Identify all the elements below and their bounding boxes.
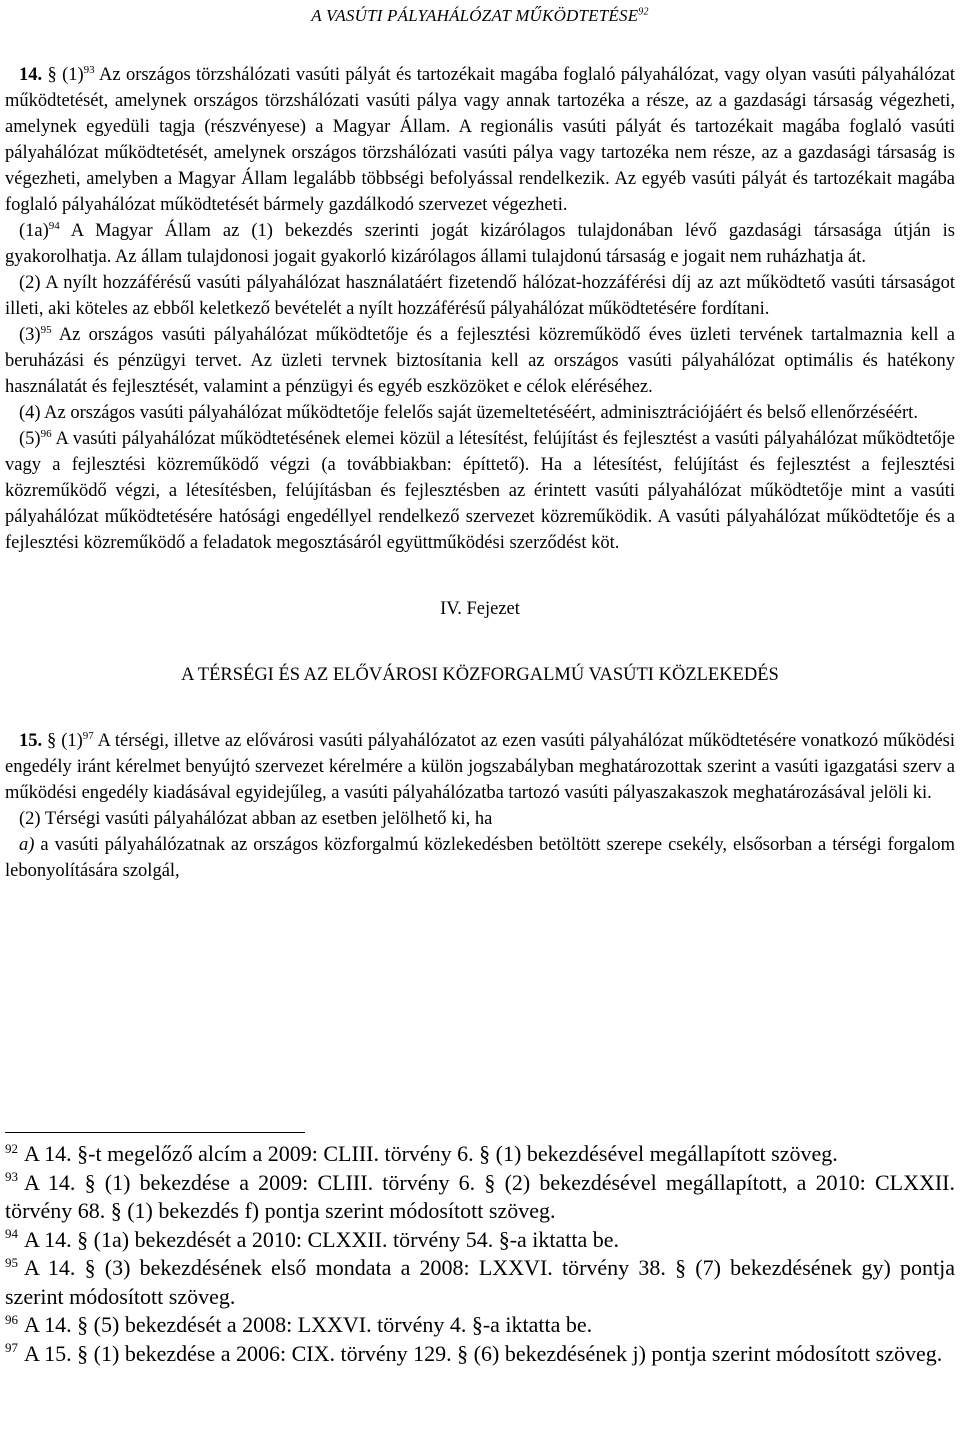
footnote-ref: 95	[40, 323, 52, 336]
point-text: a vasúti pályahálózatnak az országos közforgalmú közlekedésben betöltött szerepe csekély, elsősorban a térségi forgalom lebonyolítására szolgál,	[5, 835, 956, 881]
section-number: 14.	[19, 65, 43, 85]
footnote-ref: 96	[40, 427, 52, 440]
chapter-number: IV. Fejezet	[440, 599, 520, 619]
footnote	[5, 1340, 955, 1369]
section-15-paragraph-1	[5, 728, 955, 806]
paragraph-label: (5)	[19, 429, 41, 449]
running-header	[0, 6, 960, 26]
footnote-separator	[5, 1132, 305, 1133]
paragraph-text: A vasúti pályahálózat működtetésének elemei közül a létesítést, felújítást és fejlesztést a vasúti pályahálózat működtetője vagy a fejlesztési közreműködő végzi (a továbbiakban: építtető). Ha a létesítést, felújítást és fejlesztést a fejlesztési közreműködő végzi, a létesítésben, felújításban és fejlesztésben az érintett vasúti pályahálózat működtetője mint a vasúti pályahálózat működtetésére hatósági engedéllyel rendelkező szervezet közreműködik. A vasúti pályahálózat működtetője és a fejlesztési közreműködő a feladatok megosztásáról együttműködési szerződést köt.	[5, 429, 955, 553]
footnote-number: 96	[5, 1311, 18, 1327]
document-body	[5, 62, 955, 884]
footnote-text: A 14. § (1a) bekezdését a 2010: CLXXII. törvény 54. §-a iktatta be.	[24, 1226, 620, 1252]
section-14-paragraph-2: (2) A nyílt hozzáférésű vasúti pályahálózat használatáért fizetendő hálózat-hozzáférési díj az azt működtető vasúti társaságot illeti, aki köteles az ebből keletkező bevételét a nyílt hozzáférésű pályahálózat működtetésére fordítani.	[5, 273, 955, 319]
paragraph-label: (3)	[19, 325, 41, 345]
paragraph-label: (1a)	[19, 221, 49, 241]
footnote-number: 93	[5, 1169, 18, 1185]
section-15-paragraph-2: (2) Térségi vasúti pályahálózat abban az esetben jelölhető ki, ha	[19, 809, 493, 829]
section-15-point-a	[5, 832, 955, 884]
paragraph-text: A térségi, illetve az elővárosi vasúti pályahálózatot az ezen vasúti pályahálózat működtetésére vonatkozó működési engedély iránt kérelmet benyújtó szervezet kérelmére a külön jogszabályban meghatározottak szerint a vasúti igazgatási szerv a működési engedély kiadásával egyidejűleg, a vasúti pályahálózatba tartozó vasúti pályaszakaszok meghatározásával jelöli ki.	[5, 731, 956, 803]
paragraph-text: Az országos vasúti pályahálózat működtetője és a fejlesztési közreműködő éves üzleti tervének tartalmaznia kell a beruházási és pénzügyi tervet. Az üzleti tervnek biztosítania kell az országos vasúti pályahálózat optimális és hatékony használatát és fejlesztését, valamint a pénzügyi és egyéb eszközöket e célok eléréséhez.	[5, 325, 956, 397]
footnote-number: 94	[5, 1226, 18, 1242]
section-14-paragraph-3	[5, 322, 955, 400]
section-sign: §	[47, 731, 57, 751]
footnote-number: 95	[5, 1254, 18, 1270]
footnote-text: A 14. §-t megelőző alcím a 2009: CLIII. törvény 6. § (1) bekezdésével megállapított szöveg.	[24, 1141, 838, 1166]
section-14-paragraph-4: (4) Az országos vasúti pályahálózat működtetője felelős saját üzemeltetéséért, adminisztrációjáért és belső ellenőrzéséért.	[19, 403, 918, 423]
footnote-text: A 14. § (1) bekezdése a 2009: CLIII. törvény 6. § (2) bekezdésével megállapított, a 2010: CLXXII. törvény 68. § (1) bekezdés f) pontja szerint módosított szöveg.	[5, 1169, 955, 1223]
footnote-text: A 15. § (1) bekezdése a 2006: CIX. törvény 129. § (6) bekezdésének j) pontja szerint módosított szöveg.	[24, 1340, 943, 1366]
footnote	[5, 1311, 955, 1340]
footnote-text: A 14. § (5) bekezdését a 2008: LXXVI. törvény 4. §-a iktatta be.	[24, 1312, 593, 1337]
footnote-ref: 94	[48, 219, 60, 232]
paragraph-label: (1)	[62, 65, 84, 85]
paragraph-text: A Magyar Állam az (1) bekezdés szerinti jogát kizárólagos tulajdonában lévő gazdasági társasága útján is gyakorolhatja. Az állam tulajdonosi jogait gyakorló kizárólagos állami tulajdonú társaság e jogait nem ruházhatja át.	[5, 221, 955, 267]
section-sign: §	[47, 65, 57, 85]
footnote-ref: 93	[83, 63, 95, 76]
footnote	[5, 1254, 955, 1311]
section-number: 15.	[19, 731, 43, 751]
footnote-number: 92	[5, 1140, 18, 1156]
chapter-title: A TÉRSÉGI ÉS AZ ELŐVÁROSI KÖZFORGALMÚ VASÚTI KÖZLEKEDÉS	[181, 665, 779, 685]
footnote-text: A 14. § (3) bekezdésének első mondata a 2008: LXXVI. törvény 38. § (7) bekezdésének gy) pontja szerint módosított szöveg.	[5, 1255, 955, 1309]
header-title: A VASÚTI PÁLYAHÁLÓZAT MŰKÖDTETÉSE	[311, 6, 639, 25]
paragraph-label: (1)	[61, 731, 83, 751]
footnote-number: 97	[5, 1340, 18, 1356]
footnote	[5, 1226, 955, 1255]
footnote-ref: 97	[82, 729, 94, 742]
paragraph-text: Az országos törzshálózati vasúti pályát és tartozékait magába foglaló pályahálózat, vagy olyan vasúti pályahálózat működtetését, amelynek országos törzshálózati vasúti pálya vagy annak tartozéka a része, az a gazdasági társaság végezheti, amelynek egyedüli tagja (részvényese) a Magyar Állam. A regionális vasúti pályát és tartozékait magába foglaló vasúti pályahálózat működtetését, amelynek országos törzshálózati vasúti pálya vagy tartozéka nem része, az a gazdasági társaság is végezheti, amelyben a Magyar Állam legalább többségi befolyással rendelkezik. Az egyéb vasúti pályát és tartozékait magába foglaló pályahálózat működtetését bármely gazdálkodó szervezet végezheti.	[5, 65, 956, 215]
footnote	[5, 1140, 955, 1169]
section-14-paragraph-5	[5, 426, 955, 556]
header-footnote-ref: 92	[638, 6, 649, 18]
section-14-paragraph-1a	[5, 218, 955, 270]
section-14-paragraph-1	[5, 62, 955, 218]
point-label: a)	[19, 835, 35, 855]
footnote	[5, 1169, 955, 1226]
footnotes	[5, 1140, 955, 1368]
